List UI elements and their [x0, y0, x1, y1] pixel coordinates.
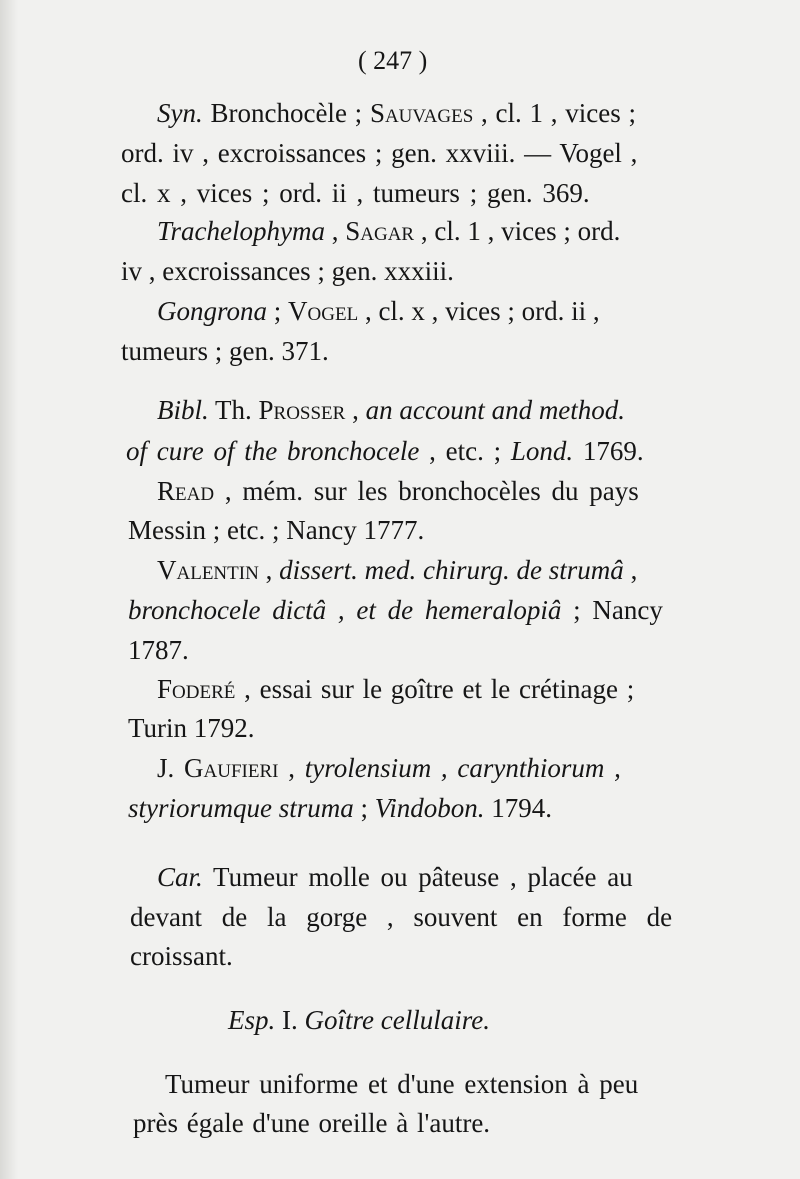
work-title: tyrolensium , carynthiorum , — [304, 753, 621, 783]
syn-line-2: ord. iv , excroissances ; gen. xxviii. — Vogel , — [121, 138, 638, 168]
author-read: Read — [157, 476, 215, 506]
bibl-text: ; Nancy — [561, 595, 663, 625]
syn-text: , cl. x , vices ; ord. ii , — [358, 296, 600, 326]
bibl-text: Th. — [208, 395, 259, 425]
bibl-line-1 — [157, 393, 625, 427]
author-sagar: Sagar — [345, 216, 415, 246]
syn-text: , cl. 1 , vices ; ord. — [414, 216, 621, 246]
car-text: Tumeur molle ou pâteuse , placée au — [202, 862, 633, 892]
term-trachelophyma: Trachelophyma — [157, 216, 325, 246]
author-vogel: Vogel — [288, 296, 359, 326]
syn-line-4 — [157, 214, 620, 248]
bibl-line-7: 1787. — [128, 635, 189, 665]
syn-text: Bronchocèle ; — [202, 98, 370, 128]
term-gongrona: Gongrona — [157, 296, 268, 326]
work-title: bronchocele dictâ , et de hemeralopiâ — [128, 595, 562, 625]
bibl-text: , — [258, 555, 280, 585]
place-london: Lond. — [510, 436, 574, 466]
bibl-text: , — [623, 555, 638, 585]
work-title: of cure of the bronchocele — [126, 436, 420, 466]
bibl-label: Bibl. — [157, 395, 209, 425]
syn-text: , cl. 1 , vices ; — [473, 98, 637, 128]
bibl-line-11 — [128, 791, 552, 825]
author-gaufieri: J. Gaufieri — [157, 753, 279, 783]
esp-label: Esp. — [228, 1005, 276, 1035]
work-title: an account and method. — [365, 395, 626, 425]
bibl-text: ; — [353, 793, 375, 823]
bibl-line-6 — [128, 593, 663, 627]
esp-number: I. — [275, 1005, 305, 1035]
author-prosser: Prosser — [258, 395, 346, 425]
bibl-text: , etc. ; — [419, 436, 511, 466]
syn-line-1 — [157, 96, 636, 130]
page-number: ( 247 ) — [358, 46, 428, 75]
author-valentin: Valentin — [157, 555, 259, 585]
syn-line-7: tumeurs ; gen. 371. — [121, 336, 329, 366]
species-name: Goître cellulaire. — [304, 1005, 490, 1035]
car-label: Car. — [157, 862, 203, 892]
bibl-line-9: Turin 1792. — [128, 713, 255, 743]
bibl-line-5 — [157, 553, 637, 587]
bibl-line-10 — [157, 751, 621, 785]
author-sauvages: Sauvages — [369, 98, 474, 128]
syn-line-5: iv , excroissances ; gen. xxxiii. — [121, 256, 454, 286]
desc-line-2: près égale d'une oreille à l'autre. — [133, 1108, 491, 1138]
car-line-2: devant de la gorge , souvent en forme de — [130, 902, 673, 932]
species-heading — [228, 1003, 490, 1037]
bibl-text: , — [278, 753, 305, 783]
bibl-line-3 — [157, 474, 639, 508]
bibl-line-2 — [126, 434, 644, 468]
work-title: styriorumque struma — [128, 793, 354, 823]
page-edge-shadow — [0, 0, 18, 1179]
desc-line-1: Tumeur uniforme et d'une extension à peu — [165, 1069, 639, 1099]
syn-text: ; — [267, 296, 289, 326]
syn-line-6 — [157, 294, 600, 328]
bibl-text: 1769. — [573, 436, 644, 466]
place-vienna: Vindobon. — [374, 793, 485, 823]
car-line-3: croissant. — [130, 941, 233, 971]
author-fodere: Foderé — [157, 674, 236, 704]
bibl-text: 1794. — [484, 793, 553, 823]
syn-text: , — [325, 216, 346, 246]
work-title: dissert. med. chirurg. de strumâ — [279, 555, 624, 585]
bibl-text: , essai sur le goître et le crétinage ; — [235, 674, 635, 704]
bibl-text: , — [345, 395, 366, 425]
bibl-line-4: Messin ; etc. ; Nancy 1777. — [128, 515, 425, 545]
car-line-1 — [157, 860, 633, 894]
bibl-text: , mém. sur les bronchocèles du pays — [214, 476, 639, 506]
syn-label: Syn. — [157, 98, 203, 128]
syn-line-3: cl. x , vices ; ord. ii , tumeurs ; gen. 369. — [121, 178, 590, 208]
bibl-line-8 — [157, 672, 634, 706]
